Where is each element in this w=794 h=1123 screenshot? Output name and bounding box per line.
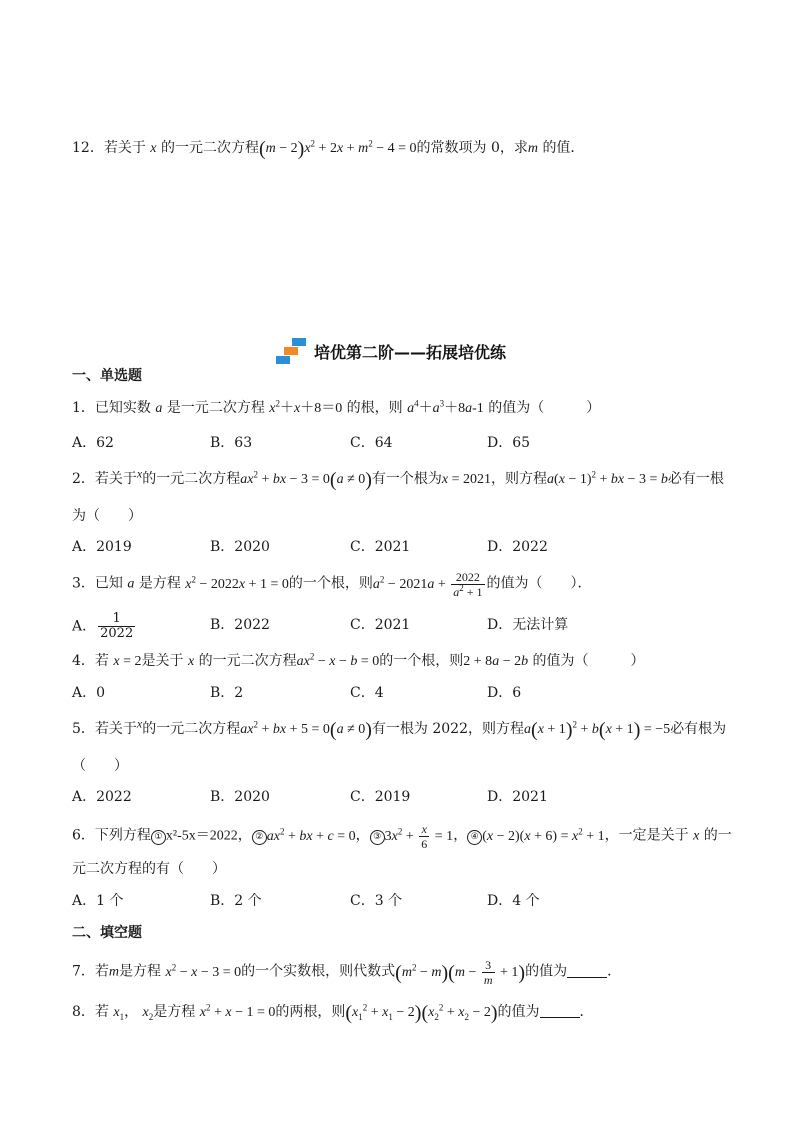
- q8-text-f: ．: [579, 1004, 594, 1020]
- q6-text-d: ，: [453, 827, 468, 844]
- q3-text-a: 3．已知: [72, 575, 123, 592]
- q1-option-a[interactable]: A．62: [72, 435, 114, 451]
- q5-text-d: 必有根为: [670, 721, 727, 737]
- q12-text-c: 的常数项为 0，求: [416, 140, 528, 156]
- q6-circle-3: ③: [370, 830, 385, 845]
- q1-option-c[interactable]: C．64: [350, 435, 393, 451]
- q7-text-e: ．: [607, 963, 622, 980]
- q6-text-f: 的一: [703, 827, 732, 844]
- q5-text-e: （ ）: [72, 758, 128, 774]
- q1-text-c: 的根，则: [346, 400, 403, 416]
- question-4: 4．若 x = 2是关于 x 的一元二次方程$ax^2 - x - b = 0$的一个根，则2 + 8a − 2b 的值为（ ）: [72, 651, 645, 669]
- q5-option-a[interactable]: A．2022: [72, 789, 132, 805]
- q6-text-e: ，一定是关于: [604, 827, 689, 844]
- q2-option-c[interactable]: C．2021: [350, 539, 411, 555]
- question-1: 1．已知实数 a 是一元二次方程 $x^2+x+8=0$ 的根，则 $a^4+a^3+8a-1$ 的值为（ ）: [72, 398, 601, 416]
- q3-text-d: 的值为（ ）．: [486, 575, 592, 592]
- q6-text-c: ，: [355, 827, 370, 844]
- q5-text-a: 5．若关于: [72, 721, 137, 737]
- section-fill-in: 二、填空题: [72, 925, 142, 941]
- q7-text-a: 7．若: [72, 963, 109, 980]
- q8-text-d: 的两根，则: [275, 1004, 346, 1020]
- q3-option-a-denominator: 2022: [100, 626, 134, 641]
- q6-option-d[interactable]: D．4 个: [487, 893, 540, 909]
- q8-text-e: 的值为: [497, 1004, 540, 1020]
- q2-text-c: 有一个根为: [371, 471, 442, 487]
- question-3: 3．已知 a 是方程 $x^2 - 2022x + 1 = 0$的一个根，则$a^2 - 2021a$ + $\frac{2022}{a^2 + 1}$ 的值为（ ）．: [72, 570, 592, 599]
- q1-text-b: 是一元二次方程: [166, 400, 265, 416]
- q7-text-b: 是方程: [119, 963, 162, 980]
- q7-text-d: 的值为: [525, 963, 568, 980]
- q1-option-d[interactable]: D．65: [487, 435, 531, 451]
- q5-option-c[interactable]: C．2019: [350, 789, 411, 805]
- question-2: 2．若关于$^x$的一元二次方程$ax^2$ + bx − 3 = 0(a ≠ 0)有一个根为x = 2021，则方程$a(x - 1)^2$ + bx − 3 = b必有一根: [72, 466, 724, 491]
- q6-circle-2: ②: [252, 830, 267, 845]
- q12-text-a: 12．若关于: [72, 140, 146, 156]
- q5-option-b[interactable]: B．2020: [210, 789, 270, 805]
- section-heading: [276, 339, 506, 363]
- question-12: 12．若关于 x 的一元二次方程$(m - 2)x^2 + 2x + m^2 - 4 = 0$的常数项为 0，求m 的值．: [72, 138, 585, 160]
- q4-option-b[interactable]: B．2: [210, 685, 244, 701]
- q2-option-b[interactable]: B．2020: [210, 539, 270, 555]
- q8-answer-blank[interactable]: [540, 1003, 580, 1018]
- q3-option-d[interactable]: D．无法计算: [487, 617, 569, 633]
- q2-option-a[interactable]: A．2019: [72, 539, 132, 555]
- q5-option-d[interactable]: D．2021: [487, 789, 548, 805]
- q8-text-c: 是方程: [153, 1004, 196, 1020]
- q2-text-e: 必有一根: [667, 471, 724, 487]
- q3-option-b[interactable]: B．2022: [210, 617, 270, 633]
- q6-circle-4: ④: [467, 830, 482, 845]
- q2-text-a: 2．若关于: [72, 471, 137, 487]
- q12-text-b: 的一元二次方程: [160, 140, 259, 156]
- q3-text-b: 是方程: [138, 575, 181, 592]
- q6-option-c[interactable]: C．3 个: [350, 893, 403, 909]
- section-single-choice: 一、单选题: [72, 368, 142, 384]
- q2-option-d[interactable]: D．2022: [487, 539, 548, 555]
- q3-option-a-numerator: 1: [98, 612, 135, 627]
- q3-option-a-label: A．: [72, 618, 97, 635]
- q1-text-a: 1．已知实数: [72, 400, 151, 416]
- q1-text-d: 的值为（ ）: [488, 400, 601, 416]
- q4-text-b: 是关于: [141, 653, 184, 669]
- q3-option-a[interactable]: [72, 612, 137, 641]
- q7-answer-blank[interactable]: [567, 963, 607, 978]
- q6-option-b[interactable]: B．2 个: [210, 893, 262, 909]
- q3-text-c: 的一个根，则: [288, 575, 373, 592]
- q4-option-a[interactable]: A．0: [72, 685, 106, 701]
- q1-option-b[interactable]: B．63: [210, 435, 253, 451]
- q4-text-c: 的一元二次方程: [198, 653, 297, 669]
- question-8: 8．若 $x_1$， $x_2$是方程 $x^2 + x - 1 = 0$的两根，则$(x_1^2 + x_1 - 2)(x_2^2 + x_2 - 2)$的值为 ．: [72, 1002, 594, 1024]
- q4-option-d[interactable]: D．6: [487, 685, 522, 701]
- q3-option-c[interactable]: C．2021: [350, 617, 411, 633]
- question-7: 7．若m是方程 $x^2 - x - 3 = 0$的一个实数根，则代数式$(m^2 - m)(m$ − $\frac{3}{m}$ + 1)的值为 ．: [72, 958, 622, 987]
- q2-text-f: 为（ ）: [72, 508, 142, 524]
- q4-text-d: 的一个根，则: [379, 653, 464, 669]
- q8-text-a: 8．若: [72, 1004, 109, 1020]
- question-5: 5．若关于$^x$的一元二次方程$ax^2$ + bx + 5 = 0(a ≠ 0)有一根为 2022，则方程$a(x + 1)^2 + b(x + 1) = -5$必有根为: [72, 716, 727, 741]
- step-logo-icon: [276, 338, 306, 364]
- q6-eq-1: x²-5x＝2022，: [165, 828, 252, 844]
- q5-text-c: 有一根为 2022，则方程: [371, 721, 525, 737]
- q4-text-e: 的值为（ ）: [532, 653, 645, 669]
- q6-option-a[interactable]: A．1 个: [72, 893, 124, 909]
- q6-circle-1: ①: [151, 830, 166, 845]
- q4-option-c[interactable]: C．4: [350, 685, 384, 701]
- q6-text-a: 6．下列方程: [72, 827, 151, 844]
- q5-text-b: 的一元二次方程: [142, 721, 241, 737]
- q2-text-b: 的一元二次方程: [142, 471, 241, 487]
- q7-text-c: 的一个实数根，则代数式: [241, 963, 396, 980]
- q8-text-b: ，: [124, 1004, 139, 1020]
- question-6: 6．下列方程 ① x²-5x＝2022， ② $ax^2$ + bx + c = 0， ③ $3x^2$ + $\frac{x}{6}$ = 1， ④ $(x - 2)(x + 6) = x^2 + 1$，一定是关于 x 的一: [72, 822, 732, 851]
- q3-fraction-numerator: 2022: [451, 570, 484, 585]
- heading-title: 培优第二阶——拓展培优练: [314, 342, 507, 362]
- q12-text-d: 的值．: [542, 140, 585, 156]
- q6-text-g: 元二次方程的有（ ）: [72, 861, 226, 877]
- q4-text-a: 4．若: [72, 653, 109, 669]
- q2-text-d: ，则方程: [491, 471, 548, 487]
